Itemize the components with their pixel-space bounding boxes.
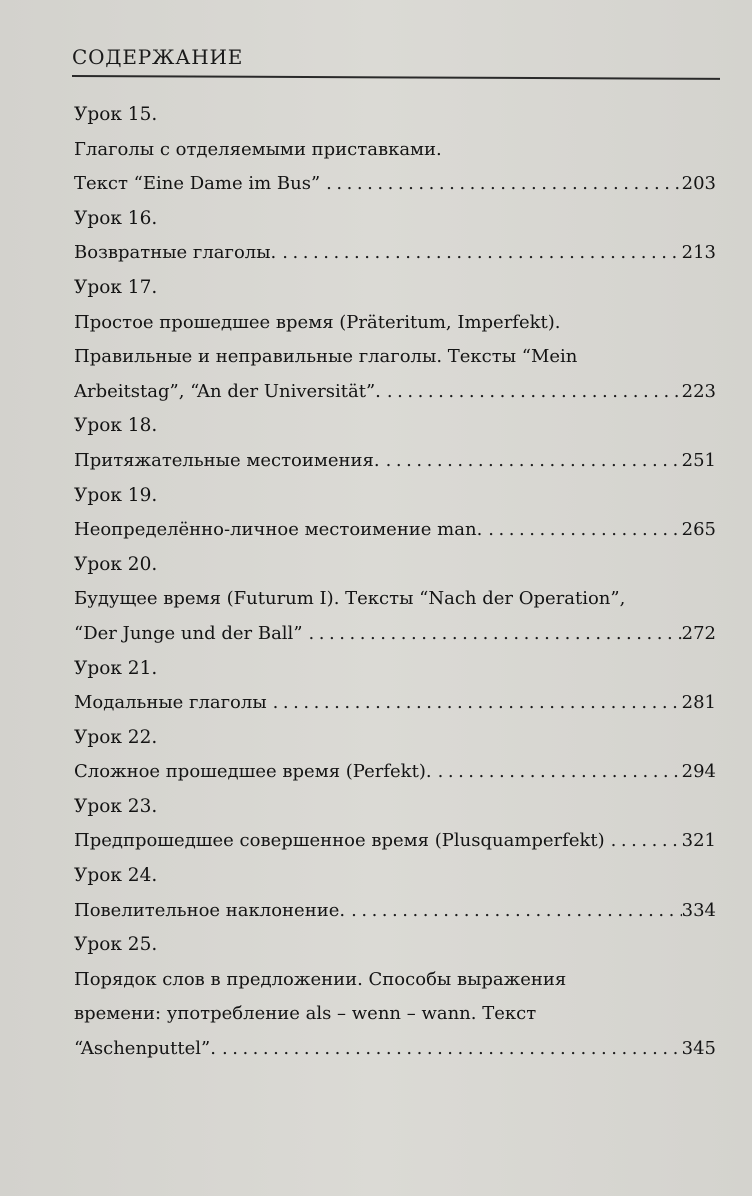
page-number: 334 [681,899,716,921]
lesson-title-line: Текст “Eine Dame im Bus” [74,173,321,195]
lesson-title-line: Неопределённо-личное местоимение man. [74,519,483,541]
toc-entry [74,444,716,479]
lesson-title-line: Модальные глаголы [74,692,267,714]
lesson-title-line: времени: употребление als – wenn – wann. Текст [74,1003,537,1025]
lesson-title-line: Притяжательные местоимения. [74,449,380,471]
page-number: 272 [681,622,716,644]
toc-entry [74,375,716,410]
page-number: 281 [681,692,716,714]
lesson-title-line: Возвратные глаголы. [74,242,277,264]
leader-dots [380,444,682,479]
lesson-title-line: Порядок слов в предложении. Способы выражения [74,968,567,990]
toc-entry [74,617,716,652]
lesson-number: Урок 16. [74,207,158,229]
page-heading: СОДЕРЖАНИЕ [72,45,244,69]
lesson-number: Урок 17. [74,276,158,298]
leader-dots [267,686,682,721]
lesson-number: Урок 23. [74,795,158,817]
lesson-number: Урок 22. [74,726,158,748]
toc-entry [74,1032,716,1067]
lesson-number: Урок 25. [74,934,158,956]
lesson-number: Урок 19. [74,484,158,506]
lesson-title-line: Arbeitstag”, “An der Universität”. [74,380,381,402]
toc-entry [74,236,716,271]
leader-dots [276,236,681,271]
page-number: 223 [681,380,716,402]
toc-entry [74,894,716,929]
leader-dots [482,513,681,548]
page-number: 251 [681,449,716,471]
leader-dots [432,755,682,790]
lesson-title-line: Сложное прошедшее время (Perfekt). [74,761,432,783]
toc-entry [74,824,716,859]
toc-entry [74,513,716,548]
page-number: 213 [681,242,716,264]
leader-dots [320,167,681,202]
lesson-title-line: “Aschenputtel”. [74,1038,216,1060]
leader-dots [605,824,682,859]
page-number: 294 [681,761,716,783]
lesson-title-line: Повелительное наклонение. [74,899,346,921]
toc-entry [74,167,716,202]
lesson-number: Урок 24. [74,865,158,887]
lesson-number: Урок 15. [74,104,158,125]
leader-dots [381,375,682,410]
lesson-title-line: Простое прошедшее время (Präteritum, Imperfekt). [74,311,561,333]
page-number: 203 [681,173,716,195]
toc-entry [74,686,716,721]
lesson-title-line: Правильные и неправильные глаголы. Тексты “Mein [74,346,578,368]
leader-dots [345,894,682,929]
lesson-title-line: Глаголы с отделяемыми приставками. [74,138,442,160]
lesson-title-line: Предпрошедшее совершенное время (Plusquamperfekt) [74,830,605,852]
page-number: 345 [681,1038,716,1060]
table-of-contents [74,98,716,1067]
lesson-title-line: Будущее время (Futurum I). Тексты “Nach der Operation”, [74,588,626,610]
leader-dots [216,1032,682,1067]
toc-entry [74,755,716,790]
lesson-number: Урок 20. [74,553,158,575]
lesson-number: Урок 21. [74,657,158,679]
leader-dots [303,617,682,652]
page-number: 321 [681,830,716,852]
lesson-number: Урок 18. [74,415,158,437]
heading-rule [72,75,720,80]
page-number: 265 [681,519,716,541]
lesson-title-line: “Der Junge und der Ball” [74,622,303,644]
